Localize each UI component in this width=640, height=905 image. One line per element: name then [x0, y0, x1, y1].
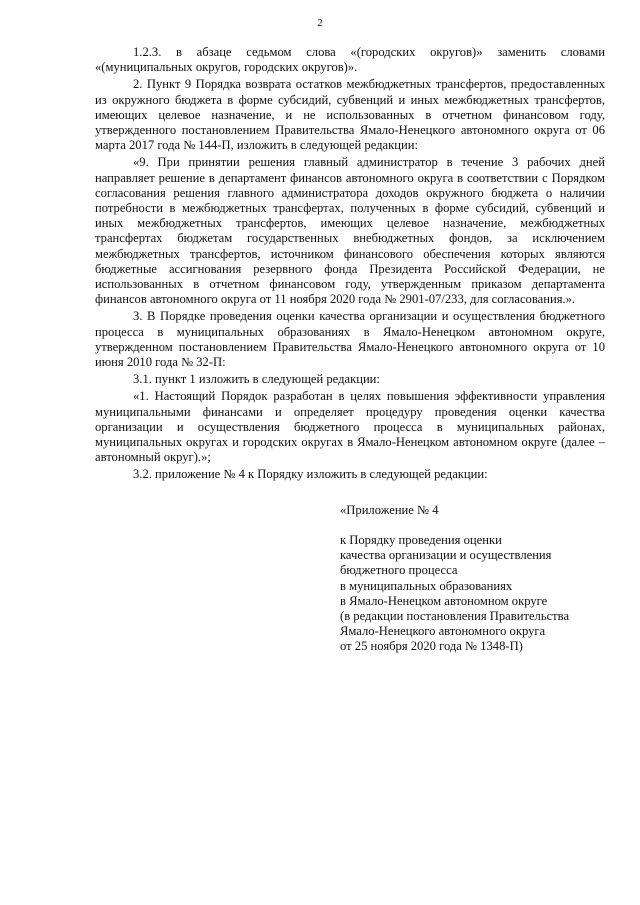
page-number: 2	[317, 17, 323, 29]
paragraph: 2. Пункт 9 Порядка возврата остатков межбюджетных трансфертов, предоставленных из окружного бюджета в форме субсидий, субвенций и иных межбюджетных трансфертов, имеющих целевое назначение, и не использованных в отчетном финансовом году, утвержденного постановлением Правительства Ямало-Ненецкого автономного округа от 06 марта 2017 года № 144-П, изложить в следующей редакции:	[95, 77, 605, 153]
paragraph: 3.1. пункт 1 изложить в следующей редакции:	[133, 372, 380, 387]
paragraph: «1. Настоящий Порядок разработан в целях повышения эффективности управления муниципальными финансами и определяет процедуру проведения оценки качества организации и осуществления бюджетного процесса в муниципальных районах, муниципальных округах и городских округах в Ямало-Ненецком автономном округе (далее – автономный округ).»;	[95, 389, 605, 465]
appendix-line: Ямало-Ненецкого автономного округа	[340, 624, 546, 639]
appendix-line: качества организации и осуществления	[340, 548, 552, 563]
appendix-caption	[340, 533, 615, 655]
appendix-line: от 25 ноября 2020 года № 1348-П)	[340, 639, 523, 654]
appendix-line: бюджетного процесса	[340, 563, 458, 578]
paragraph: 3. В Порядке проведения оценки качества организации и осуществления бюджетного процесса в муниципальных образованиях в Ямало-Ненецком автономном округе, утвержденном постановлением Правительства Ямало-Ненецкого автономного округа от 10 июня 2010 года № 32-П:	[95, 309, 605, 370]
appendix-line: в муниципальных образованиях	[340, 578, 513, 593]
appendix-line: к Порядку проведения оценки	[340, 533, 502, 547]
paragraph: «9. При принятии решения главный администратор в течение 3 рабочих дней направляет решение в департамент финансов автономного округа в соответствии с Порядком согласования решения главного администратора доходов окружного бюджета о наличии потребности в межбюджетных трансфертах, полученных в форме субсидий, субвенций и иных межбюджетных трансфертов, имеющих целевое назначение, межбюджетных трансфертах бюджетам государственных внебюджетных фондов, за исключением межбюджетных трансфертов, источником финансового обеспечения которых являются бюджетные ассигнования резервного фонда Президента Российской Федерации, не использованных в отчетном финансовом году, утвержденным приказом департамента финансов автономного округа от 11 ноября 2020 года № 2901-07/233, для согласования.».	[95, 155, 605, 307]
document-body	[95, 45, 605, 485]
paragraph: 3.2. приложение № 4 к Порядку изложить в следующей редакции:	[133, 467, 488, 482]
paragraph: 1.2.3. в абзаце седьмом слова «(городских округов)» заменить словами «(муниципальных округов, городских округов)».	[95, 45, 605, 75]
appendix-line: в Ямало-Ненецком автономном округе	[340, 593, 548, 608]
appendix-title: «Приложение № 4	[340, 503, 439, 517]
appendix-line: (в редакции постановления Правительства	[340, 609, 570, 624]
